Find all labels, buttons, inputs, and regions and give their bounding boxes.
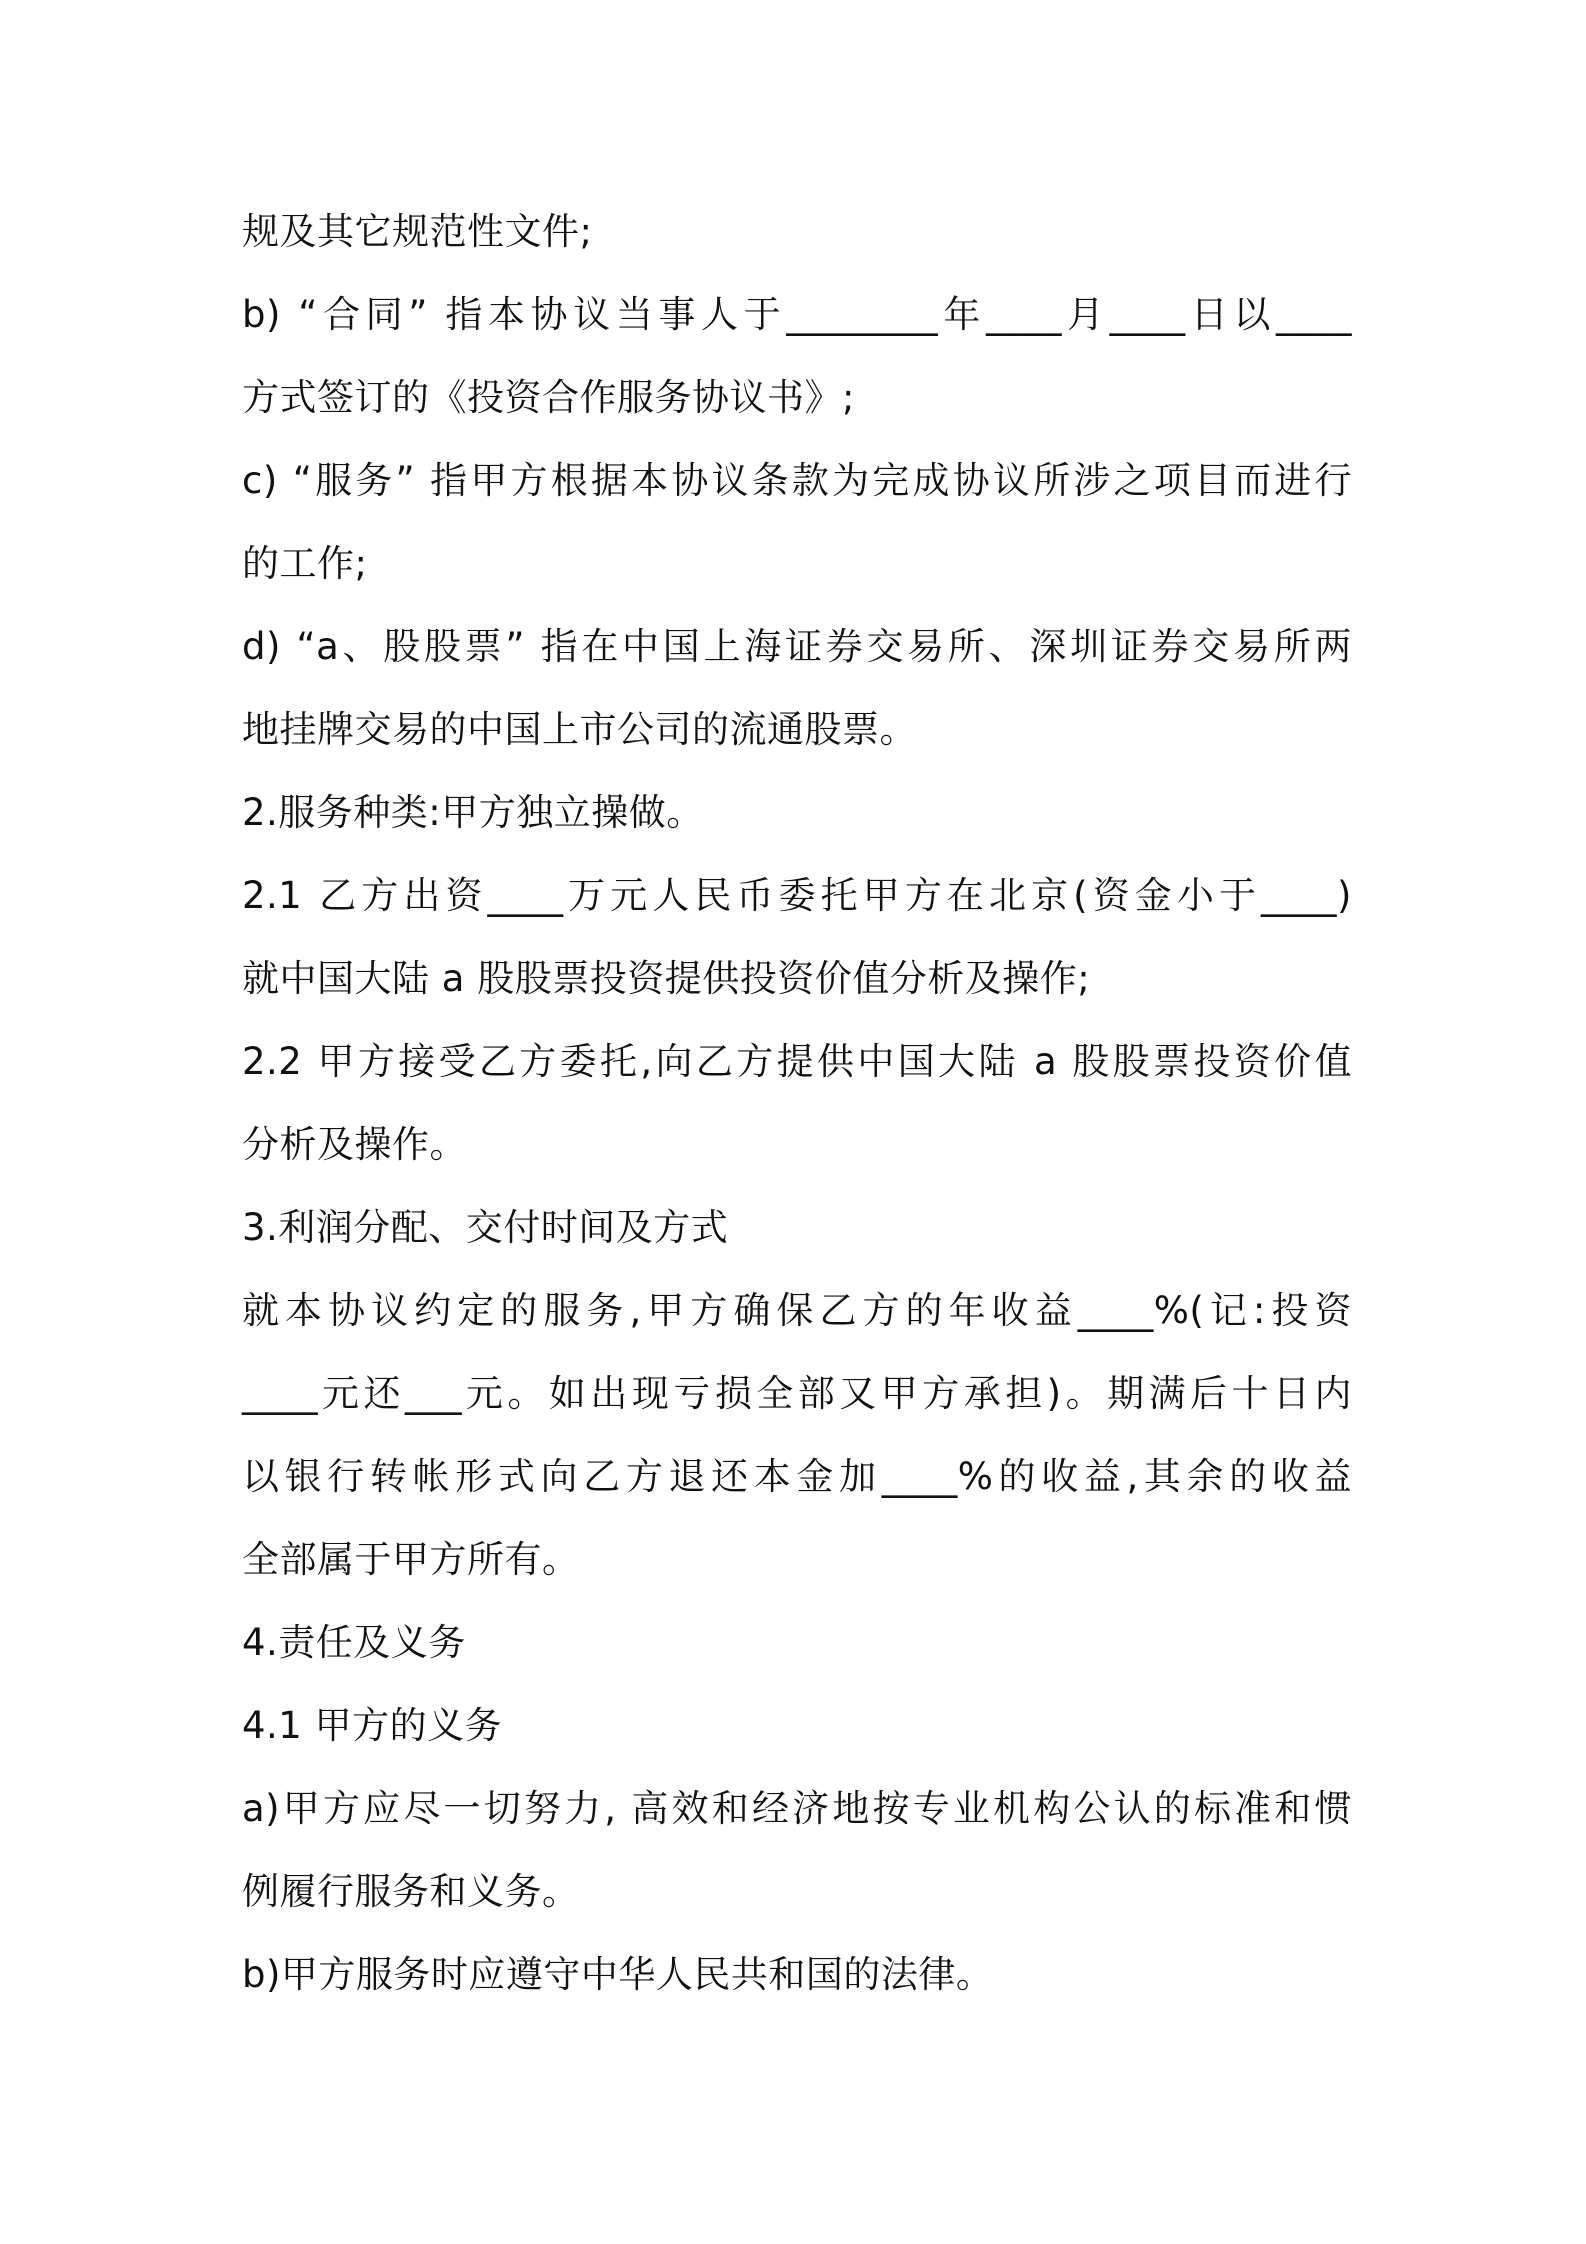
section-heading: 4.责任及义务 — [242, 1621, 466, 1664]
text-line: b) “合同” 指本协议当事人于________年____月____日以____ — [242, 293, 1352, 336]
text-line: 例履行服务和义务。 — [242, 1870, 580, 1913]
text-line: 规及其它规范性文件; — [242, 210, 593, 253]
text-line: ____元还___元。如出现亏损全部又甲方承担)。期满后十日内 — [242, 1372, 1352, 1415]
section-heading: 3.利润分配、交付时间及方式 — [242, 1206, 729, 1249]
text-line: 地挂牌交易的中国上市公司的流通股票。 — [242, 708, 917, 751]
document-body — [242, 190, 1352, 2016]
text-line: b)甲方服务时应遵守中华人民共和国的法律。 — [242, 1953, 994, 1996]
text-line: 的工作; — [242, 542, 368, 585]
section-heading: 2.服务种类:甲方独立操做。 — [242, 791, 704, 834]
text-line: 方式签订的《投资合作服务协议书》; — [242, 376, 855, 419]
text-line: d) “a、股股票” 指在中国上海证券交易所、深圳证券交易所两 — [242, 625, 1352, 668]
text-line: 全部属于甲方所有。 — [242, 1538, 580, 1581]
text-line: 2.2 甲方接受乙方委托,向乙方提供中国大陆 a 股股票投资价值 — [242, 1040, 1352, 1083]
text-line: a)甲方应尽一切努力, 高效和经济地按专业机构公认的标准和惯 — [242, 1787, 1352, 1830]
text-line: 2.1 乙方出资____万元人民币委托甲方在北京(资金小于____) — [242, 874, 1352, 917]
text-line: 就本协议约定的服务,甲方确保乙方的年收益____%(记:投资 — [242, 1289, 1352, 1332]
text-line: c) “服务” 指甲方根据本协议条款为完成协议所涉之项目而进行 — [242, 459, 1352, 502]
subsection-heading: 4.1 甲方的义务 — [242, 1704, 503, 1747]
text-line: 以银行转帐形式向乙方退还本金加____%的收益,其余的收益 — [242, 1455, 1352, 1498]
text-line: 分析及操作。 — [242, 1123, 467, 1166]
text-line: 就中国大陆 a 股股票投资提供投资价值分析及操作; — [242, 957, 1091, 1000]
